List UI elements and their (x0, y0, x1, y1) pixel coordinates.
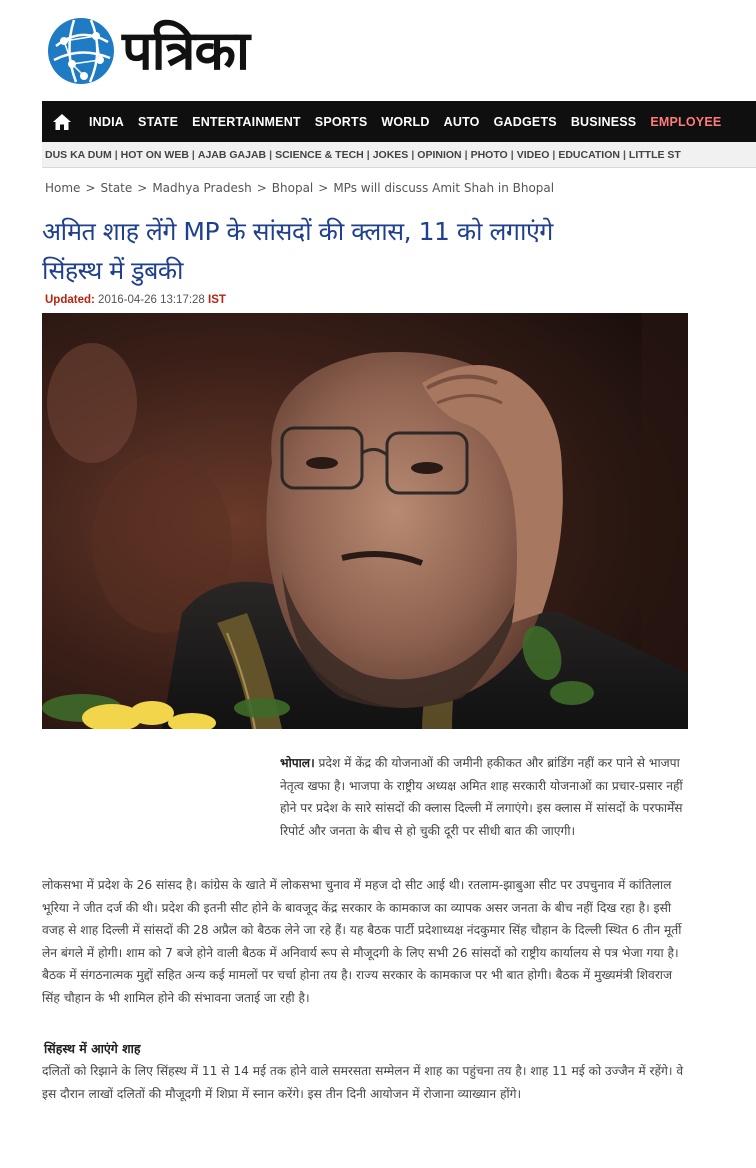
nav-item-entertainment[interactable]: ENTERTAINMENT (192, 114, 301, 129)
subnav-item-dus-ka-dum[interactable]: DUS KA DUM (45, 148, 112, 161)
updated-timezone: IST (208, 294, 226, 306)
article-subheading: सिंहस्थ में आएंगे शाह (44, 1041, 141, 1056)
breadcrumb-state[interactable]: State (100, 181, 133, 195)
nav-item-auto[interactable]: AUTO (443, 114, 480, 129)
globe-logo-icon (46, 16, 116, 86)
breadcrumb-current[interactable]: MPs will discuss Amit Shah in Bhopal (333, 181, 555, 195)
site-logo[interactable] (46, 14, 249, 88)
nav-item-business[interactable]: BUSINESS (570, 114, 637, 129)
subnav-separator: | (114, 148, 118, 161)
subnav-item-hot-on-web[interactable]: HOT ON WEB (120, 148, 189, 161)
nav-item-employee[interactable]: EMPLOYEE (650, 114, 722, 129)
updated-label: Updated: (45, 294, 95, 306)
subnav-separator: | (622, 148, 626, 161)
subnav-separator: | (464, 148, 468, 161)
breadcrumb-bhopal[interactable]: Bhopal (271, 181, 314, 195)
main-navigation (42, 101, 756, 142)
updated-timestamp (45, 294, 226, 306)
subnav-separator: | (366, 148, 370, 161)
subnav-item-photo[interactable]: PHOTO (470, 148, 508, 161)
breadcrumb-separator: > (256, 181, 267, 195)
intro-text: प्रदेश में केंद्र की योजनाओं की जमीनी हकीकत और ब्रांडिंग नहीं कर पाने से भाजपा नेतृत्व खफा है। भाजपा के राष्ट्रीय अध्यक्ष अमित शाह सरकारी योजनाओं का प्रचार-प्रसार नहीं होने पर प्रदेश के सारे सांसदों की क्लास दिल्ली में लगाएंगे। इस क्लास में सांसदों के परफार्मेंस रिपोर्ट और जनता के बीच से हो चुकी दूरी पर सीधी बात की जाएगी। (280, 756, 683, 838)
nav-item-sports[interactable]: SPORTS (314, 114, 368, 129)
subnav-item-video[interactable]: VIDEO (516, 148, 550, 161)
nav-item-world[interactable]: WORLD (381, 114, 430, 129)
dateline: भोपाल। (280, 756, 315, 770)
subnav-item-science-tech[interactable]: SCIENCE & TECH (275, 148, 364, 161)
home-icon (52, 113, 72, 131)
breadcrumb-madhya-pradesh[interactable]: Madhya Pradesh (152, 181, 252, 195)
subnav-separator: | (552, 148, 556, 161)
home-button[interactable] (42, 101, 82, 142)
secondary-navigation (42, 142, 756, 168)
headline-line-2: सिंहस्थ में डुबकी (42, 256, 184, 285)
subnav-separator: | (411, 148, 415, 161)
breadcrumb (45, 181, 554, 195)
subnav-separator: | (510, 148, 514, 161)
nav-item-gadgets[interactable]: GADGETS (493, 114, 557, 129)
breadcrumb-home[interactable]: Home (45, 181, 81, 195)
updated-value: 2016-04-26 13:17:28 (98, 294, 205, 306)
subnav-item-ajab-gajab[interactable]: AJAB GAJAB (197, 148, 267, 161)
article-paragraph-2: दलितों को रिझाने के लिए सिंहस्थ में 11 से 14 मई तक होने वाले समरसता सम्मेलन में शाह का पहुंचना तय है। शाह 11 मई को उज्जैन में रहेंगे। वे इस दौरान लाखों दलितों की मौजूदगी में शिप्रा में स्नान करेंगे। इस तीन दिनी आयोजन में रोजाना व्याख्यान होंगे। (42, 1064, 684, 1101)
logo-wordmark: पत्रिका (122, 19, 249, 82)
article-headline (42, 212, 702, 290)
subnav-separator: | (269, 148, 273, 161)
breadcrumb-separator: > (137, 181, 148, 195)
article-paragraph-1: लोकसभा में प्रदेश के 26 सांसद है। कांग्रेस के खाते में लोकसभा चुनाव में महज दो सीट आई थी। रतलाम-झाबुआ सीट पर उपचुनाव में कांतिलाल भूरिया ने जीत दर्ज की थी। प्रदेश की इतनी सीट होने के बावजूद केंद्र सरकार के कामकाज का व्यापक असर जनता के बीच नहीं दिख रहा है। इसी वजह से शाह दिल्ली में सांसदों की 28 अप्रैल को बैठक लेने जा रहे हैं। यह बैठक पार्टी प्रदेशाध्यक्ष नंदकुमार सिंह चौहान के दिल्ली स्थित 6 तीन मूर्ती लेन बंगले में होगी। शाम को 7 बजे होने वाली बैठक में अनिवार्य रूप से मौजूदगी के लिए सभी 26 सांसदों को राष्ट्रीय कार्यालय से पत्र भेजा गया है। बैठक में संगठनात्मक मुद्दों सहित अन्य कई मामलों पर चर्चा होना तय है। राज्य सरकार के कामकाज पर भी बात होगी। बैठक में मुख्यमंत्री शिवराज सिंह चौहान के भी शामिल होने की संभावना जताई जा रही है। (42, 878, 682, 1005)
headline-line-1: अमित शाह लेंगे MP के सांसदों की क्लास, 11 को लगाएंगे (42, 217, 553, 246)
subnav-item-opinion[interactable]: OPINION (417, 148, 462, 161)
subnav-item-little-st[interactable]: LITTLE ST (628, 148, 681, 161)
breadcrumb-separator: > (318, 181, 329, 195)
nav-item-state[interactable]: STATE (138, 114, 179, 129)
article-hero-image (42, 313, 688, 729)
nav-item-india[interactable]: INDIA (89, 114, 125, 129)
hero-photo (42, 313, 688, 729)
subnav-separator: | (191, 148, 195, 161)
subnav-item-education[interactable]: EDUCATION (558, 148, 620, 161)
breadcrumb-separator: > (85, 181, 96, 195)
subnav-item-jokes[interactable]: JOKES (372, 148, 409, 161)
article-intro (280, 752, 688, 842)
